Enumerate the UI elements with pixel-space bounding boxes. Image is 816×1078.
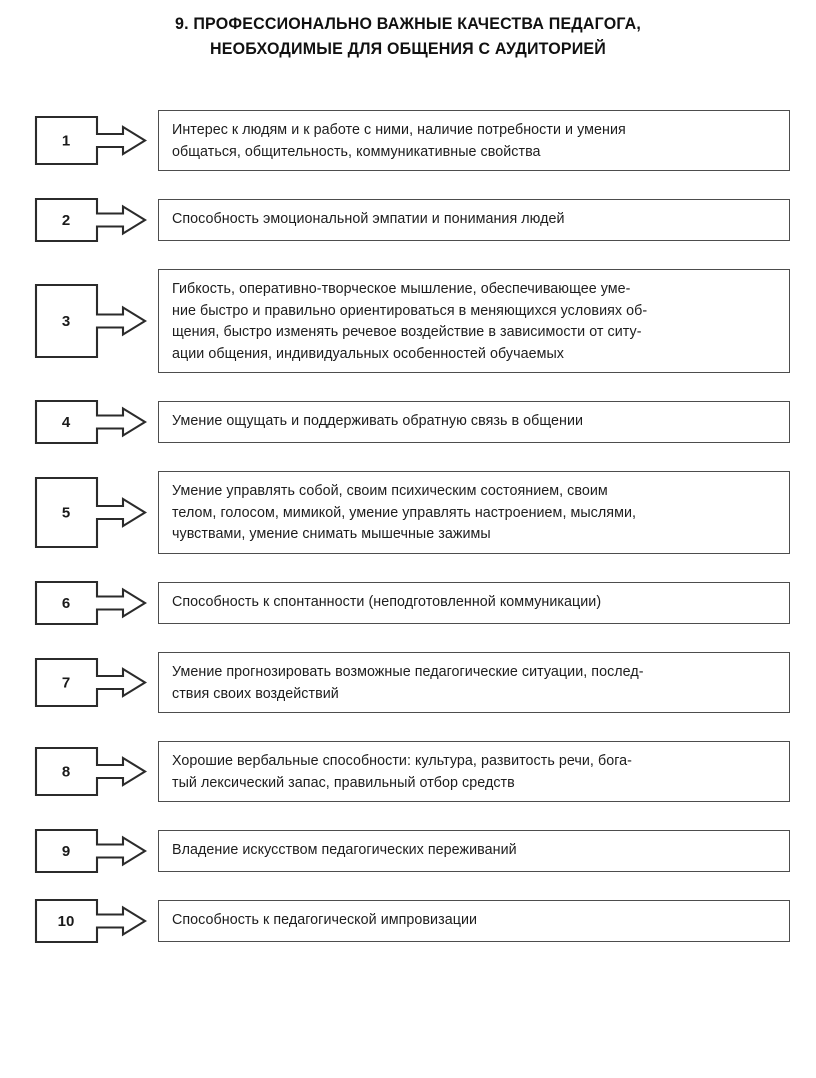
quality-number-label: 1 xyxy=(61,132,71,150)
arrow-pentagon-icon xyxy=(36,285,145,357)
arrow-pentagon-icon xyxy=(36,478,145,547)
arrow-pentagon-icon xyxy=(36,900,145,942)
quality-number-label: 9 xyxy=(61,842,71,860)
quality-row xyxy=(0,401,816,457)
quality-number-marker xyxy=(35,116,149,169)
quality-text-line: Способность к спонтанности (неподготовленной коммуникации) xyxy=(172,594,602,610)
quality-row xyxy=(0,830,816,886)
quality-number-marker xyxy=(35,284,149,362)
quality-text-line: чувствами, умение снимать мышечные зажимы xyxy=(172,526,491,542)
quality-number-label: 4 xyxy=(61,413,71,431)
quality-text-box xyxy=(158,741,790,802)
quality-text-box xyxy=(158,652,790,713)
quality-text-line: Способность эмоциональной эмпатии и понимания людей xyxy=(172,211,565,227)
quality-text-box xyxy=(158,471,790,554)
quality-text-line: тый лексический запас, правильный отбор средств xyxy=(172,774,515,791)
quality-number-label: 3 xyxy=(61,312,71,330)
arrow-pentagon-icon xyxy=(36,199,145,241)
quality-text-line: ствия своих воздействий xyxy=(172,685,339,702)
page-title-line-2: НЕОБХОДИМЫЕ ДЛЯ ОБЩЕНИЯ С АУДИТОРИЕЙ xyxy=(209,40,607,58)
quality-row xyxy=(0,110,816,185)
quality-text-line: Владение искусством педагогических переживаний xyxy=(172,842,517,858)
quality-text-box xyxy=(158,199,790,241)
quality-text-line: ации общения, индивидуальных особенностей обучаемых xyxy=(172,345,565,362)
quality-text-box xyxy=(158,401,790,443)
arrow-pentagon-icon xyxy=(36,659,145,706)
page-title xyxy=(0,12,816,62)
quality-number-label: 2 xyxy=(61,211,71,229)
quality-row xyxy=(0,741,816,816)
arrow-pentagon-icon xyxy=(36,830,145,872)
quality-text-box xyxy=(158,110,790,171)
quality-text-line: щения, быстро изменять речевое воздействие в зависимости от ситу- xyxy=(172,324,642,340)
quality-number-marker xyxy=(35,829,149,877)
quality-number-label: 7 xyxy=(61,674,71,692)
quality-row xyxy=(0,900,816,956)
quality-text-box xyxy=(158,900,790,942)
quality-number-label: 8 xyxy=(61,763,71,781)
quality-text-box xyxy=(158,830,790,872)
arrow-pentagon-icon xyxy=(36,582,145,624)
qualities-list xyxy=(0,110,816,970)
quality-row xyxy=(0,269,816,387)
quality-text-line: Хорошие вербальные способности: культура, развитость речи, бога- xyxy=(172,753,632,769)
quality-text-box xyxy=(158,269,790,373)
quality-number-label: 10 xyxy=(57,912,75,930)
quality-row xyxy=(0,199,816,255)
quality-number-marker xyxy=(35,658,149,711)
page-title-line-1: 9. ПРОФЕССИОНАЛЬНО ВАЖНЫЕ КАЧЕСТВА ПЕДАГОГА, xyxy=(174,15,642,33)
quality-text-line: ние быстро и правильно ориентироваться в меняющихся условиях об- xyxy=(172,302,648,319)
arrow-pentagon-icon xyxy=(36,401,145,443)
quality-number-marker xyxy=(35,581,149,629)
quality-row xyxy=(0,582,816,638)
quality-row xyxy=(0,652,816,727)
quality-number-marker xyxy=(35,899,149,947)
quality-text-line: Интерес к людям и к работе с ними, наличие потребности и умения xyxy=(172,122,626,138)
quality-text-line: Умение прогнозировать возможные педагогические ситуации, послед- xyxy=(172,664,644,680)
quality-text-line: Умение ощущать и поддерживать обратную связь в общении xyxy=(172,413,584,429)
quality-number-marker xyxy=(35,400,149,448)
quality-number-label: 6 xyxy=(61,594,71,612)
quality-text-line: Гибкость, оперативно-творческое мышление, обеспечивающее уме- xyxy=(172,281,631,297)
quality-text-line: общаться, общительность, коммуникативные свойства xyxy=(172,143,541,160)
quality-text-line: телом, голосом, мимикой, умение управлять настроением, мыслями, xyxy=(172,504,637,521)
quality-number-label: 5 xyxy=(61,504,71,522)
arrow-pentagon-icon xyxy=(36,117,145,164)
quality-number-marker xyxy=(35,198,149,246)
quality-text-line: Способность к педагогической импровизации xyxy=(172,912,478,928)
quality-row xyxy=(0,471,816,568)
quality-text-box xyxy=(158,582,790,624)
arrow-pentagon-icon xyxy=(36,748,145,795)
quality-number-marker xyxy=(35,747,149,800)
quality-text-line: Умение управлять собой, своим психическим состоянием, своим xyxy=(172,483,608,499)
quality-number-marker xyxy=(35,477,149,552)
